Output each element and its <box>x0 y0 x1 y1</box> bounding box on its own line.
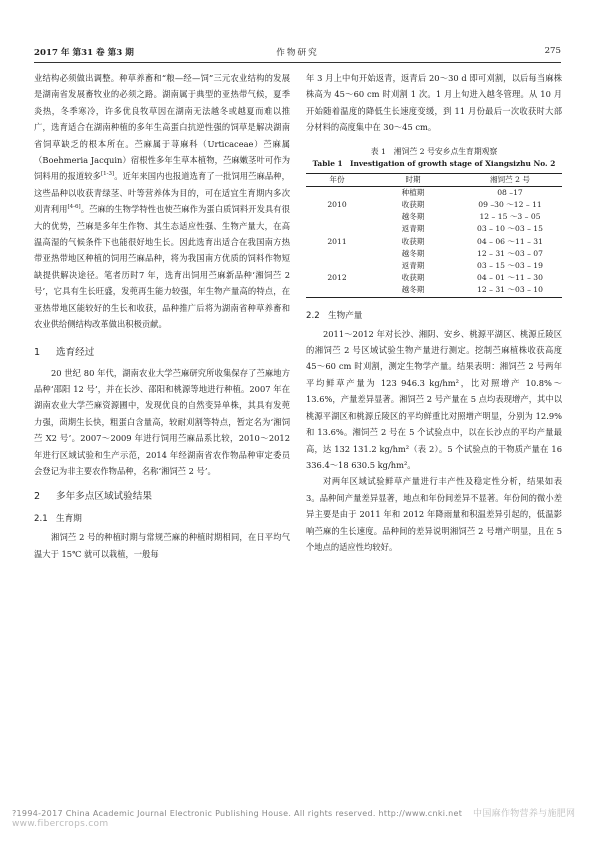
date-cell: 09 –30 ～12 – 11 <box>478 200 542 210</box>
stage-cell: 返青期 <box>401 224 425 234</box>
table-header: 年份 <box>329 174 345 184</box>
stage-cell: 收获期 <box>401 200 425 210</box>
left-column <box>34 70 290 562</box>
date-cell: 03 – 10 ～03 – 15 <box>477 224 543 234</box>
table-row <box>306 186 562 199</box>
page-number: 275 <box>544 46 561 56</box>
stage-cell: 越冬期 <box>401 212 425 222</box>
date-cell: 12 – 15 ～3 – 05 <box>479 212 541 222</box>
table-header: 时期 <box>405 174 421 184</box>
journal-issue: 2017 年 第31 卷 第3 期 <box>34 48 134 58</box>
citation-ref: [4-6] <box>67 204 81 211</box>
year-cell: 2010 <box>327 200 347 210</box>
date-cell: 04 – 01 ～11 – 30 <box>477 273 543 283</box>
section-heading: 2 多年多点区域试验结果 <box>34 491 152 503</box>
year-cell: 2011 <box>327 236 347 246</box>
table-header-row <box>306 173 562 186</box>
stage-cell: 越冬期 <box>401 248 425 258</box>
stage-cell: 种植期 <box>401 187 425 197</box>
copyright-notice: ?1994-2017 China Academic Journal Electronic Publishing House. All rights reserved. http://www.cnki.net <box>12 809 463 818</box>
right-column <box>306 70 562 555</box>
table-caption-cn: 表 1 湘饲苎 2 号安乡点生育期观察 <box>370 146 498 156</box>
page-footer <box>12 806 583 829</box>
table-caption-en: Table 1 Investigation of growth stage of Xiangsizhu No. 2 <box>312 158 556 168</box>
section-heading: 1 选育经过 <box>34 346 95 358</box>
stage-cell: 越冬期 <box>401 285 425 295</box>
table-row <box>306 260 562 272</box>
subsection21-paragraph: 湘饲苎 2 号的种植时期与常规苎麻的种植时期相同，在日平均气温大于 15℃ 就可以栽植，一般每 <box>34 532 290 559</box>
date-cell: 04 – 06 ～11 – 31 <box>477 236 543 246</box>
stage-cell: 收获期 <box>401 273 425 283</box>
table-row <box>306 223 562 235</box>
citation-ref: [1-3] <box>100 171 115 178</box>
watermark: 中国麻作物营养与施肥网 www.fibercrops.com <box>12 809 576 829</box>
year-cell: 2012 <box>327 273 347 283</box>
page-header <box>34 46 561 62</box>
subsection22-paragraph-1: 2011～2012 年对长沙、湘阴、安乡、桃源平湖区、桃源丘陵区的湘饲苎 2 号区域试验生物产量进行测定。挖制苎麻植株收获高度 45～60 cm 时刈割，测定生物学产量。结果表明：湘饲苎 2 号两年平均鲜草产量为 123 946.3 kg/hm²，比对照增产 10.8%～13.6%，产量差异显著。湘饲苎 2 号产量在 5 点均表现增产，其中以桃源平湖区和桃源丘陵区的平均鲜重比对照增产明显，分别为 12.9% 和 13.6%。湘饲苎 2 号在 5 个试验点中，以在长沙点的平均产量最高，达 132 131.2 kg/hm²（表 2）。5 个试验点的干物质产量在 16 336.4～18 630.5 kg/hm²。 <box>306 328 562 470</box>
subsection-heading: 2.1 生育期 <box>34 514 82 525</box>
stage-cell: 收获期 <box>401 236 425 246</box>
table-1 <box>306 146 562 298</box>
date-cell: 12 – 31 ～03 – 10 <box>477 285 543 295</box>
journal-title: 作物研究 <box>276 48 319 58</box>
header-rule <box>34 62 561 63</box>
intro-paragraph: 业结构必须做出调整。种草养畜和“粮—经—饲”三元农业结构的发展是湖南省发展畜牧业的必须之路。湖南属于典型的亚热带气候，夏季炎热，冬季寒冷，许多优良牧草因在湖南无法越冬或越夏而难以推广，选育适合在湖南种植的多年生高蛋白抗逆性强的饲草是解决湖南省饲草缺乏的根本所在。苎麻属于荨麻科（Urticaceae）苎麻属（Boehmeria Jacquin）宿根性多年生草本植物，苎麻嫩茎叶可作为饲料用的报道较多[1-3]。近年来国内也报道选育了一批饲用苎麻品种，这些品种以收获青绿茎、叶等营养体为目的，可在适宜生育期内多次刈青利用[4-6]。苎麻的生物学特性也使苎麻作为蛋白质饲料开发具有很大的优势，苎麻是多年生作物、其生态适应性强、生物产量大，在高温高湿的气候条件下也能很好地生长。因此选育出适合在我国南方热带亚热带地区种植的饲用苎麻品种，将为我国南方优质的饲料作物短缺提供解决途径。笔者历时7 年，选育出饲用苎麻新品种‘湘饲苎 2 号’，它具有生长旺盛，发蔸再生能力较强，年生物产量高的特点，在亚热带地区能较好的生长和收获，品种推广后将为湖南省种草养畜和农业供给侧结构改革做出积极贡献。 <box>34 73 290 330</box>
table-header: 湘饲苎 2 号 <box>489 174 531 184</box>
stage-cell: 返青期 <box>401 261 425 271</box>
growth-paragraph: 年 3 月上中旬开始返青，返青后 20～30 d 即可刈割，以后每当麻株株高为 45～60 cm 时刈割 1 次。1 月上旬进入越冬管理。从 10 月开始随着温度的降低生长速度变缓，到 11 月份最后一次收获时大部分材料的高度集中在 30～45 cm。 <box>306 73 562 133</box>
section1-paragraph: 20 世纪 80 年代，湖南农业大学苎麻研究所收集保存了苎麻地方品种‘邵阳 12 号’，并在长沙、邵阳和桃源等地进行种植。2007 年在湖南农业大学苎麻资源圃中，发现优良的自然变异单株，其具有发蔸力强，茴期生长快，粗蛋白含量高，较耐刈割等特点，暂定名为‘湘饲苎 X2 号’。2007～2009 年进行饲用苎麻品系比较，2010～2012 年进行区域试验和生产示范，2014 年经湖南省农作物品种审定委员会登记为非主要农作物品种，名称‘湘饲苎 2 号’。 <box>34 367 290 476</box>
date-cell: 03 – 15 ～03 – 19 <box>477 261 543 271</box>
date-cell: 12 – 31 ～03 – 07 <box>477 248 543 258</box>
subsection-heading: 2.2 生物产量 <box>306 310 363 321</box>
subsection22-paragraph-2: 对两年区域试验鲜草产量进行丰产性及稳定性分析，结果如表 3。品种间产量差异显著，地点和年份间差异不显著。年份间的微小差异主要是由于 2011 年和 2012 年降雨量和积温差异引起的，低温影响苎麻的生长速度。品种间的差异说明湘饲苎 2 号增产明显，且在 5 个地点的适应性均较好。 <box>306 476 562 552</box>
date-cell: 08 –17 <box>497 187 523 197</box>
growth-stage-table <box>306 173 562 298</box>
